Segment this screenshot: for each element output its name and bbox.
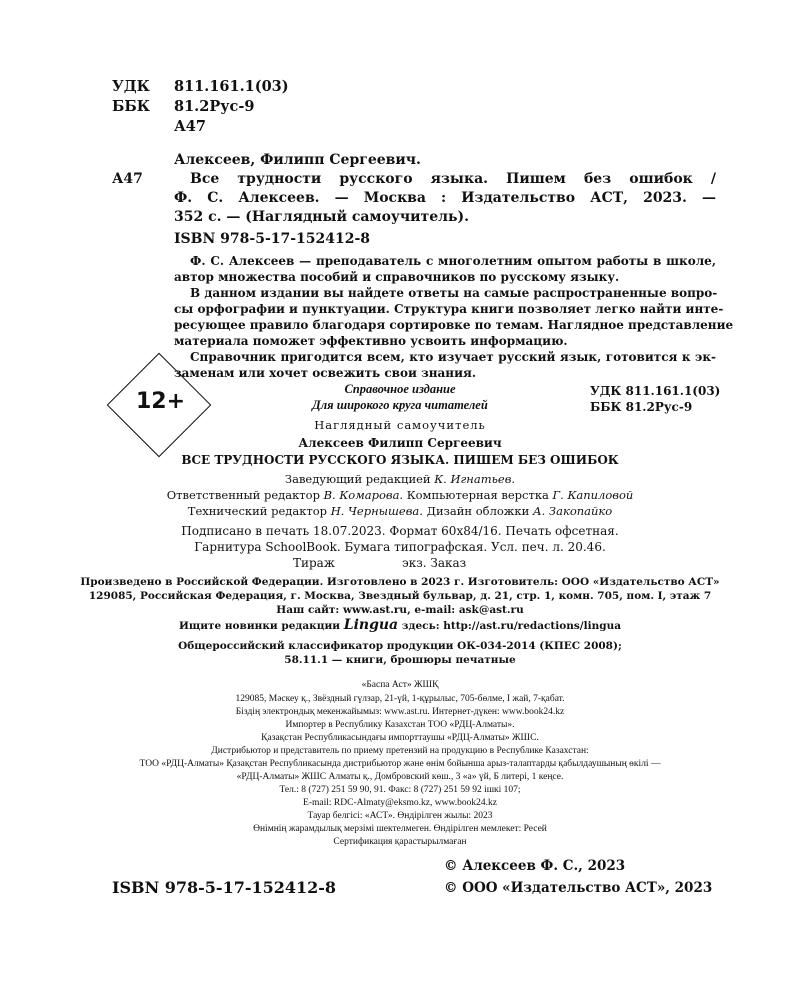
annotation-line-5: ресующее правило благодаря сортировке по темам. Наглядное представление [174,318,734,332]
cover-label: . Дизайн обложки [419,504,530,518]
classification-udk: УДК 811.161.1(03) [590,384,721,398]
kz-line-7: ТОО «РДЦ-Алматы» Қазақстан Республикасында дистрибьютор және өнім бойынша арыз-талаптарды қабылдаушының өкілі — [139,759,661,769]
lingua-suffix: здесь: http://ast.ru/redactions/lingua [401,620,622,632]
copyright-author: © Алексеев Ф. С., 2023 [444,858,626,874]
publisher-line-1: Произведено в Российской Федерации. Изготовлено в 2023 г. Изготовитель: ООО «Издательство АСТ» [80,576,720,588]
imprint-title: ВСЕ ТРУДНОСТИ РУССКОГО ЯЗЫКА. ПИШЕМ БЕЗ ОШИБОК [181,453,619,467]
kz-line-4: Импортер в Республику Казахстан ТОО «РДЦ-Алматы». [285,720,515,730]
head-editor-name: К. Игнатьев [434,472,512,486]
record-title-line-2: Ф. С. Алексеев. — Москва : Издательство АСТ, 2023. — [174,190,716,206]
kz-line-9: Тел.: 8 (727) 251 59 90, 91. Факс: 8 (727) 251 59 92 ішкі 107; [279,785,521,795]
record-isbn: ISBN 978-5-17-152412-8 [174,231,371,247]
responsible-editor-label: Ответственный редактор [166,488,320,502]
print-zakaz: экз. Заказ [402,556,467,570]
responsible-editor-line [0,488,800,502]
copyright-publisher: © ООО «Издательство АСТ», 2023 [444,880,713,896]
annotation-line-1: Ф. С. Алексеев — преподаватель с многолетним опытом работы в школе, [190,254,716,268]
annotation-line-4: сы орфографии и пунктуации. Структура книги позволяет легко найти инте- [174,302,724,316]
print-line-1: Подписано в печать 18.07.2023. Формат 60x84/16. Печать офсетная. [181,524,619,538]
classification-bbk: ББК 81.2Рус-9 [590,400,693,414]
layout-label: . Компьютерная верстка [399,488,549,502]
tech-editor-line [0,504,800,518]
layout-name: Г. Капиловой [552,488,634,502]
annotation-line-7: Справочник пригодится всем, кто изучает русский язык, готовится к эк- [190,350,716,364]
lingua-line [0,617,800,633]
audience: Для широкого круга читателей [312,398,488,412]
head-editor-line: Заведующий редакцией К. Игнатьев. [284,472,516,486]
tech-editor-name: Н. Чернышева [330,504,420,518]
edition-type: Справочное издание [344,382,456,396]
head-editor-label: Заведующий редакцией [284,472,431,486]
kz-line-3: Біздің электрондық мекенжайымыз: www.ast.ru. Интернет-дүкен: www.book24.kz [235,707,565,717]
record-title-line-3: 352 с. — (Наглядный самоучитель). [174,209,469,225]
bbk-value: 81.2Рус-9 [174,98,255,115]
publisher-line-3: Наш сайт: www.ast.ru, e-mail: ask@ast.ru [276,604,524,616]
series-name: Наглядный самоучитель [314,418,486,432]
responsible-editor-name: В. Комарова [323,488,400,502]
record-author-mark: А47 [112,171,143,187]
tech-editor-label: Технический редактор [187,504,328,518]
age-rating: 12+ [135,389,186,414]
footer-isbn: ISBN 978-5-17-152412-8 [112,878,337,897]
bbk-label: ББК [112,98,150,115]
lingua-prefix: Ищите новинки редакции [178,620,341,632]
udk-label: УДК [112,78,150,95]
author-mark: А47 [174,118,206,135]
print-line-2: Гарнитура SchoolBook. Бумага типографская. Усл. печ. л. 20.46. [194,540,606,554]
okp-line-1: Общероссийский классификатор продукции ОК-034-2014 (КПЕС 2008); [178,640,622,652]
annotation-line-8: заменам или хочет освежить свои знания. [174,366,477,380]
imprint-author: Алексеев Филипп Сергеевич [298,436,502,450]
annotation-line-2: автор множества пособий и справочников по русскому языку. [174,270,620,284]
okp-line-2: 58.11.1 — книги, брошюры печатные [284,654,516,666]
kz-line-1: «Баспа Аст» ЖШҚ [361,680,439,690]
annotation-line-3: В данном издании вы найдете ответы на самые распространенные вопро- [190,286,718,300]
print-tirazh: Тираж [293,556,335,570]
kz-line-12: Өнімнің жарамдылық мерзімі шектелмеген. Өндірілген мемлекет: Ресей [253,824,547,834]
lingua-logo: Lingua [343,617,399,633]
kz-line-6: Дистрибьютор и представитель по приему претензий на продукцию в Республике Казахстан: [211,746,589,756]
cover-name: А. Закопайко [532,504,613,518]
udk-value: 811.161.1(03) [174,78,289,95]
kz-line-13: Сертификация қарастырылмаған [333,837,467,847]
kz-line-10: E-mail: RDC-Almaty@eksmo.kz, www.book24.kz [303,798,497,808]
annotation-line-6: материала поможет эффективно усвоить информацию. [174,334,568,348]
kz-line-11: Тауар белгісі: «АСТ». Өндірілген жылы: 2023 [307,811,493,821]
author-heading: Алексеев, Филипп Сергеевич. [174,152,421,168]
record-title-line-1: Все трудности русского языка. Пишем без ошибок / [190,171,716,187]
kz-line-2: 129085, Мәскеу қ., Звёздный гүлзар, 21-үй, 1-құрылыс, 705-бөлме, I жай, 7-қабат. [235,694,565,704]
publisher-line-2: 129085, Российская Федерация, г. Москва, Звездный бульвар, д. 21, стр. 1, комн. 705, пом. I, этаж 7 [88,590,712,602]
kz-line-8: «РДЦ-Алматы» ЖШС Алматы қ., Домбровский көш., 3 «а» үй, Б литері, 1 кеңсе. [236,772,564,782]
kz-line-5: Қазақстан Республикасындағы импорттаушы «РДЦ-Алматы» ЖШС. [261,733,539,743]
